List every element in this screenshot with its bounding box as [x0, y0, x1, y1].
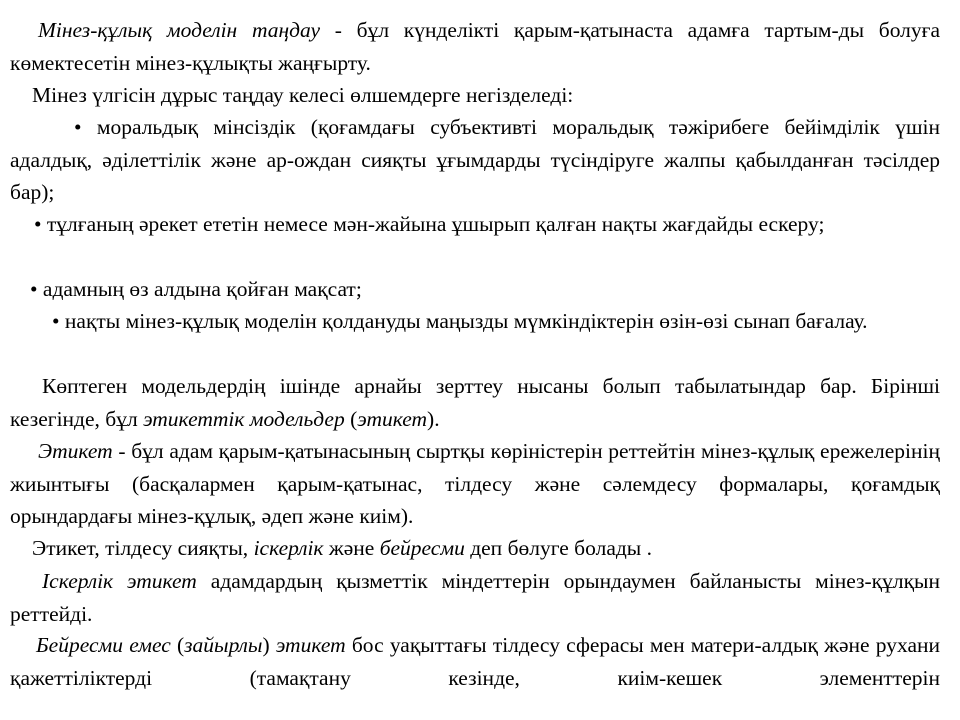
term-secular: зайырлы: [184, 633, 263, 657]
term-business: іскерлік: [253, 536, 324, 560]
term-behavior-model-choice: Мінез-құлық моделін таңдау: [38, 18, 321, 42]
term-etiquette: этикет: [357, 406, 428, 431]
paragraph-etiquette-division: Этикет, тілдесу сияқты, іскерлік және бейресми деп бөлуге болады .: [32, 536, 652, 560]
term-informal-etiquette: Бейресми емес: [36, 633, 171, 657]
paragraph-informal-etiquette: Бейресми емес (зайырлы) этикет бос уақыттағы тілдесу сферасы мен матери-алдық және рухани қажеттіліктерді (тамақтану кезінде, киім-кешек элементтерін: [10, 633, 941, 690]
paragraph-criteria-intro: Мінез үлгісін дұрыс таңдау келесі өлшемдерге негізделеді:: [32, 83, 574, 107]
term-etiquette-heading: Этикет: [38, 439, 113, 463]
term-informal: бейресми: [379, 536, 465, 560]
bullet-self-assessment: • нақты мінез-құлық моделін қолдануды маңызды мүмкіндіктерін өзін-өзі сынап бағалау.: [52, 309, 868, 333]
paragraph-behavior-model-definition: Мінез-құлық моделін таңдау - бұл күнделікті қарым-қатынаста адамға тартым-ды болуға көмектесетін мінез-құлықты жаңғырту.: [10, 18, 941, 75]
paragraph-business-etiquette: Іскерлік этикет адамдардың қызметтік міндеттерін орындаумен байланысты мінез-құлқын реттейді.: [10, 569, 940, 626]
term-business-etiquette: Іскерлік этикет: [42, 569, 197, 593]
term-etiquette-models: этикеттік модельдер: [143, 406, 345, 431]
paragraph-etiquette-models: Көптеген модельдердің ішінде арнайы зерттеу нысаны болып табылатындар бар. Бірінші кезегінде, бұл этикеттік модельдер (этикет).: [10, 374, 940, 431]
paragraph-etiquette-definition: Этикет - бұл адам қарым-қатынасының сыртқы көріністерін реттейтін мінез-құлық ережелерінің жиынтығы (басқалармен қарым-қатынас, тілдесу және сәлемдесу формалары, қоғамдық орындардағы мінез-құлық, әдеп және киім).: [10, 439, 940, 528]
bullet-moral-perfection: • моральдық мінсіздік (қоғамдағы субъективті моральдық тәжірибеге бейімділік үшін адалдық, әділеттілік және ар-ождан сияқты ұғымдарды түсіндіруге жалпы қабылданған тәсілдер бар);: [10, 115, 940, 204]
bullet-personal-goal: • адамның өз алдына қойған мақсат;: [30, 277, 362, 301]
term-etiquette-secular: этикет: [275, 633, 346, 657]
bullet-situation-consideration: • тұлғаның әрекет ететін немесе мән-жайына ұшырып қалған нақты жағдайды ескеру;: [34, 212, 825, 236]
